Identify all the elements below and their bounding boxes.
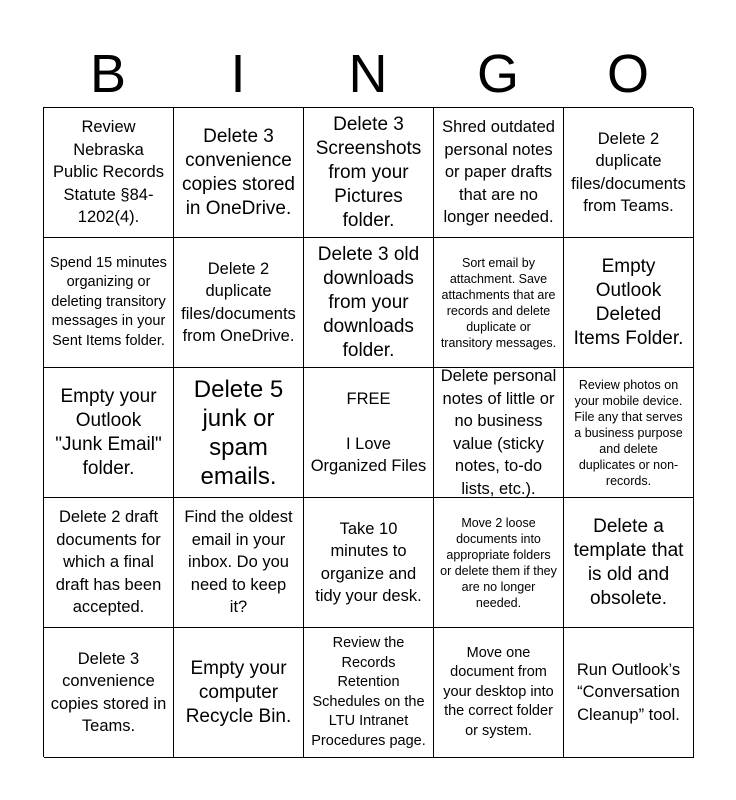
cell-text: Delete 5 junk or spam emails.	[193, 375, 284, 490]
header-letter-i: I	[230, 44, 246, 104]
bingo-cell-r3-c4[interactable]	[434, 368, 564, 498]
bingo-cell-free[interactable]	[304, 368, 434, 498]
bingo-cell-r2-c2[interactable]	[174, 238, 304, 368]
cell-text: Empty your computer Recycle Bin.	[185, 657, 292, 727]
header-letter-n: N	[348, 44, 388, 104]
cell-text: Delete personal notes of little or no business value (sticky notes, to-do lists, etc.).	[440, 368, 557, 498]
bingo-cell-r4-c5[interactable]	[564, 498, 694, 628]
bingo-cell-r1-c5[interactable]	[564, 108, 694, 238]
cell-text: Delete 3 old downloads from your downloads folder.	[317, 243, 420, 361]
bingo-cell-r4-c1[interactable]	[44, 498, 174, 628]
bingo-cell-r4-c4[interactable]	[434, 498, 564, 628]
cell-text: Review Nebraska Public Records Statute §84-1202(4).	[53, 118, 164, 227]
bingo-cell-r5-c4[interactable]	[434, 628, 564, 758]
bingo-cell-r1-c4[interactable]	[434, 108, 564, 238]
cell-text: Delete 2 draft documents for which a final draft has been accepted.	[55, 508, 162, 617]
bingo-cell-r1-c1[interactable]	[44, 108, 174, 238]
bingo-cell-r2-c3[interactable]	[304, 238, 434, 368]
cell-text: Spend 15 minutes organizing or deleting transitory messages in your Sent Items folder.	[50, 254, 167, 349]
bingo-cell-r5-c3[interactable]	[304, 628, 434, 758]
cell-text: Move 2 loose documents into appropriate folders or delete them if they are no longer needed.	[440, 515, 557, 610]
header-letter-o: O	[606, 44, 649, 104]
free-space-text: FREE I Love Organized Files	[310, 389, 427, 475]
bingo-cell-r1-c3[interactable]	[304, 108, 434, 238]
cell-text: Delete 2 duplicate files/documents from Teams.	[571, 129, 686, 215]
bingo-cell-r3-c5[interactable]	[564, 368, 694, 498]
bingo-cell-r1-c2[interactable]	[174, 108, 304, 238]
bingo-cell-r5-c1[interactable]	[44, 628, 174, 758]
bingo-header	[43, 40, 693, 108]
cell-text: Find the oldest email in your inbox. Do you need to keep it?	[184, 508, 293, 617]
header-letter-g: G	[476, 44, 519, 104]
bingo-board	[43, 107, 693, 757]
header-letter-b: B	[89, 44, 127, 104]
bingo-cell-r2-c5[interactable]	[564, 238, 694, 368]
cell-text: Review photos on your mobile device. File any that serves a business purpose and delete duplicates or non-records.	[574, 377, 683, 488]
bingo-cell-r4-c3[interactable]	[304, 498, 434, 628]
cell-text: Delete 3 Screenshots from your Pictures folder.	[315, 113, 422, 231]
bingo-cell-r2-c4[interactable]	[434, 238, 564, 368]
bingo-cell-r2-c1[interactable]	[44, 238, 174, 368]
bingo-cell-r5-c5[interactable]	[564, 628, 694, 758]
cell-text: Empty Outlook Deleted Items Folder.	[573, 255, 684, 349]
cell-text: Delete 2 duplicate files/documents from OneDrive.	[181, 259, 296, 345]
bingo-cell-r3-c1[interactable]	[44, 368, 174, 498]
bingo-cell-r5-c2[interactable]	[174, 628, 304, 758]
bingo-cell-r4-c2[interactable]	[174, 498, 304, 628]
cell-text: Delete 3 convenience copies stored in Teams.	[50, 649, 167, 735]
cell-text: Move one document from your desktop into the correct folder or system.	[443, 644, 554, 739]
cell-text: Delete a template that is old and obsolete.	[573, 515, 684, 609]
cell-text: Empty your Outlook "Junk Email" folder.	[55, 385, 162, 479]
cell-text: Shred outdated personal notes or paper drafts that are no longer needed.	[442, 118, 555, 227]
cell-text: Take 10 minutes to organize and tidy your desk.	[315, 519, 422, 605]
cell-text: Delete 3 convenience copies stored in OneDrive.	[181, 125, 295, 219]
bingo-cell-r3-c2[interactable]	[174, 368, 304, 498]
cell-text: Run Outlook’s “Conversation Cleanup” tool.	[576, 660, 681, 724]
cell-text: Sort email by attachment. Save attachments that are records and delete duplicate or transitory messages.	[440, 255, 557, 350]
cell-text: Review the Records Retention Schedules on the LTU Intranet Procedures page.	[311, 635, 426, 749]
